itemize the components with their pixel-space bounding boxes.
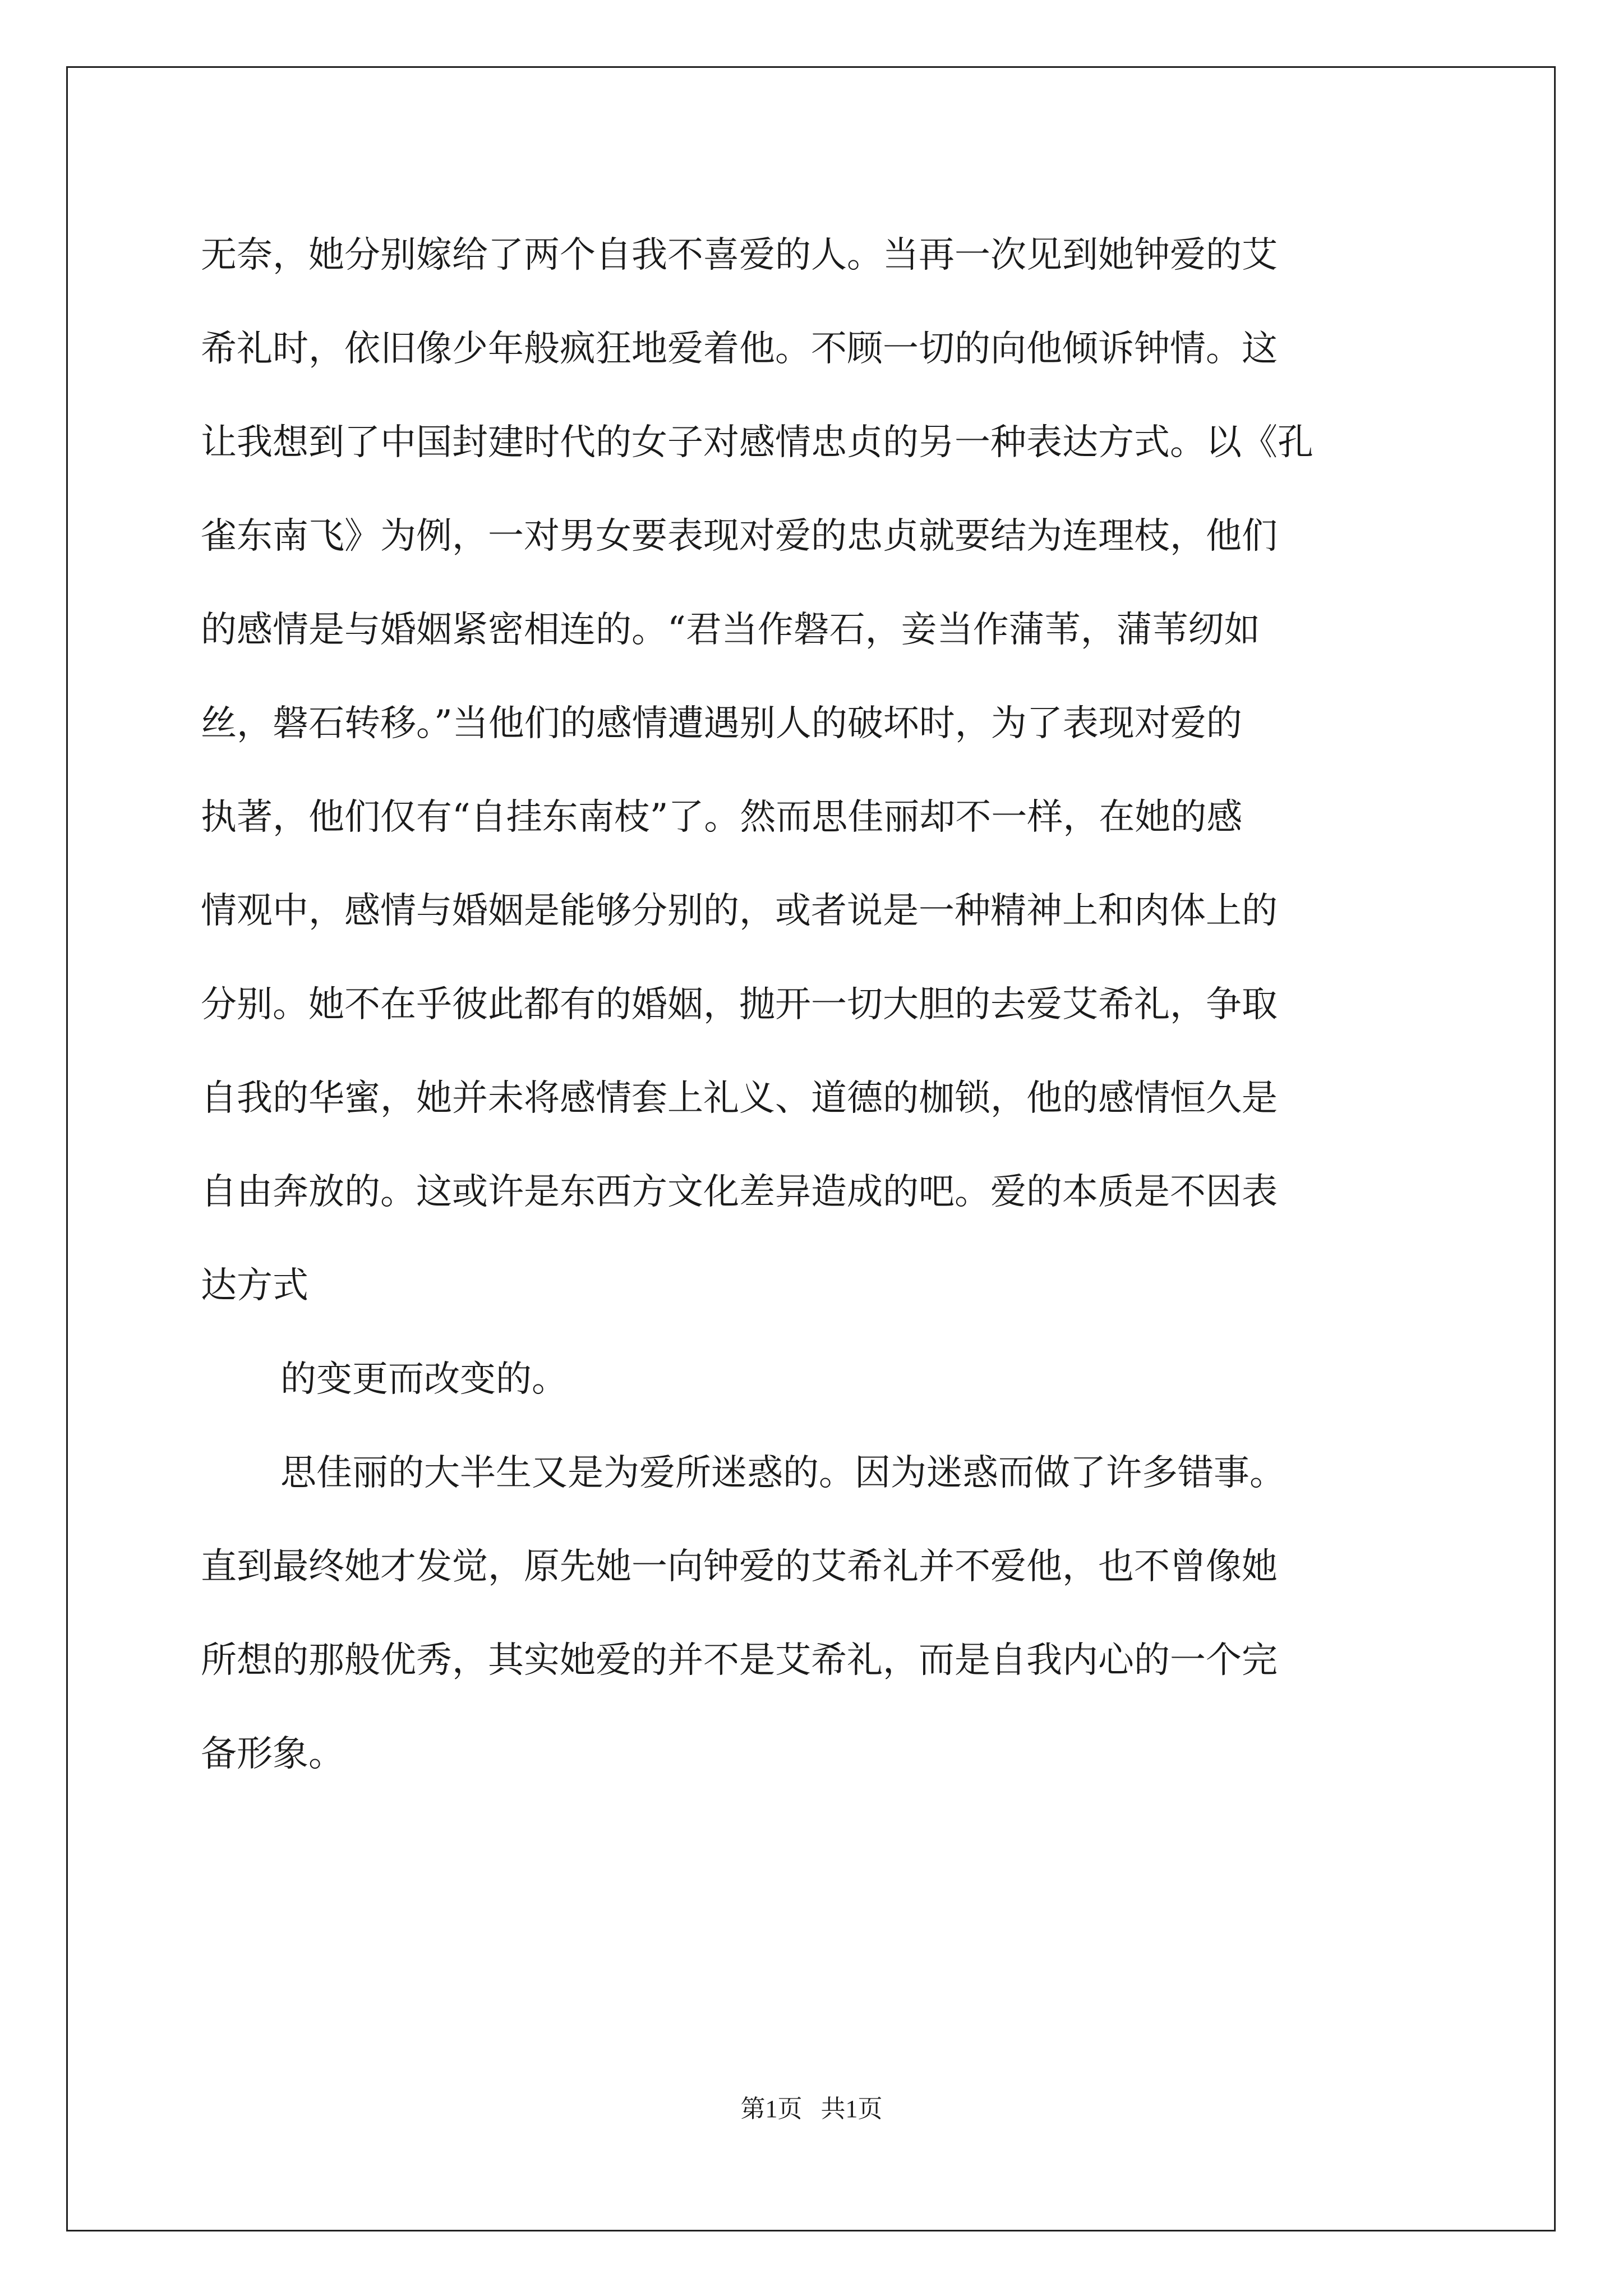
- text-line: 情观中，感情与婚姻是能够分别的，或者说是一种精神上和肉体上的: [201, 890, 1278, 932]
- document-body: [201, 209, 1435, 1801]
- text-line: 自我的华蜜，她并未将感情套上礼义、道德的枷锁，他的感情恒久是: [201, 1078, 1278, 1119]
- text-line: 分别。她不在乎彼此都有的婚姻，抛开一切大胆的去爱艾希礼，争取: [201, 984, 1278, 1025]
- text-line: 让我想到了中国封建时代的女子对感情忠贞的另一种表达方式。以《孔: [201, 422, 1313, 463]
- paragraph-first-line: 思佳丽的大半生又是为爱所迷惑的。因为迷惑而做了许多错事。: [280, 1452, 1285, 1494]
- text-line: 所想的那般优秀，其实她爱的并不是艾希礼，而是自我内心的一个完: [201, 1640, 1278, 1681]
- page-footer: [0, 2088, 1623, 2124]
- page-total: 共1页: [820, 2095, 883, 2123]
- page-number: 第1页: [740, 2095, 803, 2123]
- text-line: 无奈，她分别嫁给了两个自我不喜爱的人。当再一次见到她钟爱的艾: [201, 234, 1278, 276]
- text-line: 执著，他们仅有“自挂东南枝”了。然而思佳丽却不一样，在她的感: [201, 797, 1243, 838]
- text-line: 自由奔放的。这或许是东西方文化差异造成的吧。爱的本质是不因表: [201, 1171, 1278, 1213]
- text-line: 直到最终她才发觉，原先她一向钟爱的艾希礼并不爱他，也不曾像她: [201, 1546, 1278, 1588]
- text-line: 备形象。: [201, 1733, 344, 1775]
- text-line: 希礼时，依旧像少年般疯狂地爱着他。不顾一切的向他倾诉钟情。这: [201, 328, 1278, 370]
- text-line: 雀东南飞》为例，一对男女要表现对爱的忠贞就要结为连理枝，他们: [201, 516, 1278, 557]
- text-line: 的感情是与婚姻紧密相连的。“君当作磐石，妾当作蒲苇，蒲苇纫如: [201, 609, 1260, 651]
- text-line: 达方式: [201, 1265, 308, 1306]
- text-line: 丝，磐石转移。”当他们的感情遭遇别人的破坏时，为了表现对爱的: [201, 703, 1242, 744]
- text-line: 的变更而改变的。: [280, 1359, 568, 1400]
